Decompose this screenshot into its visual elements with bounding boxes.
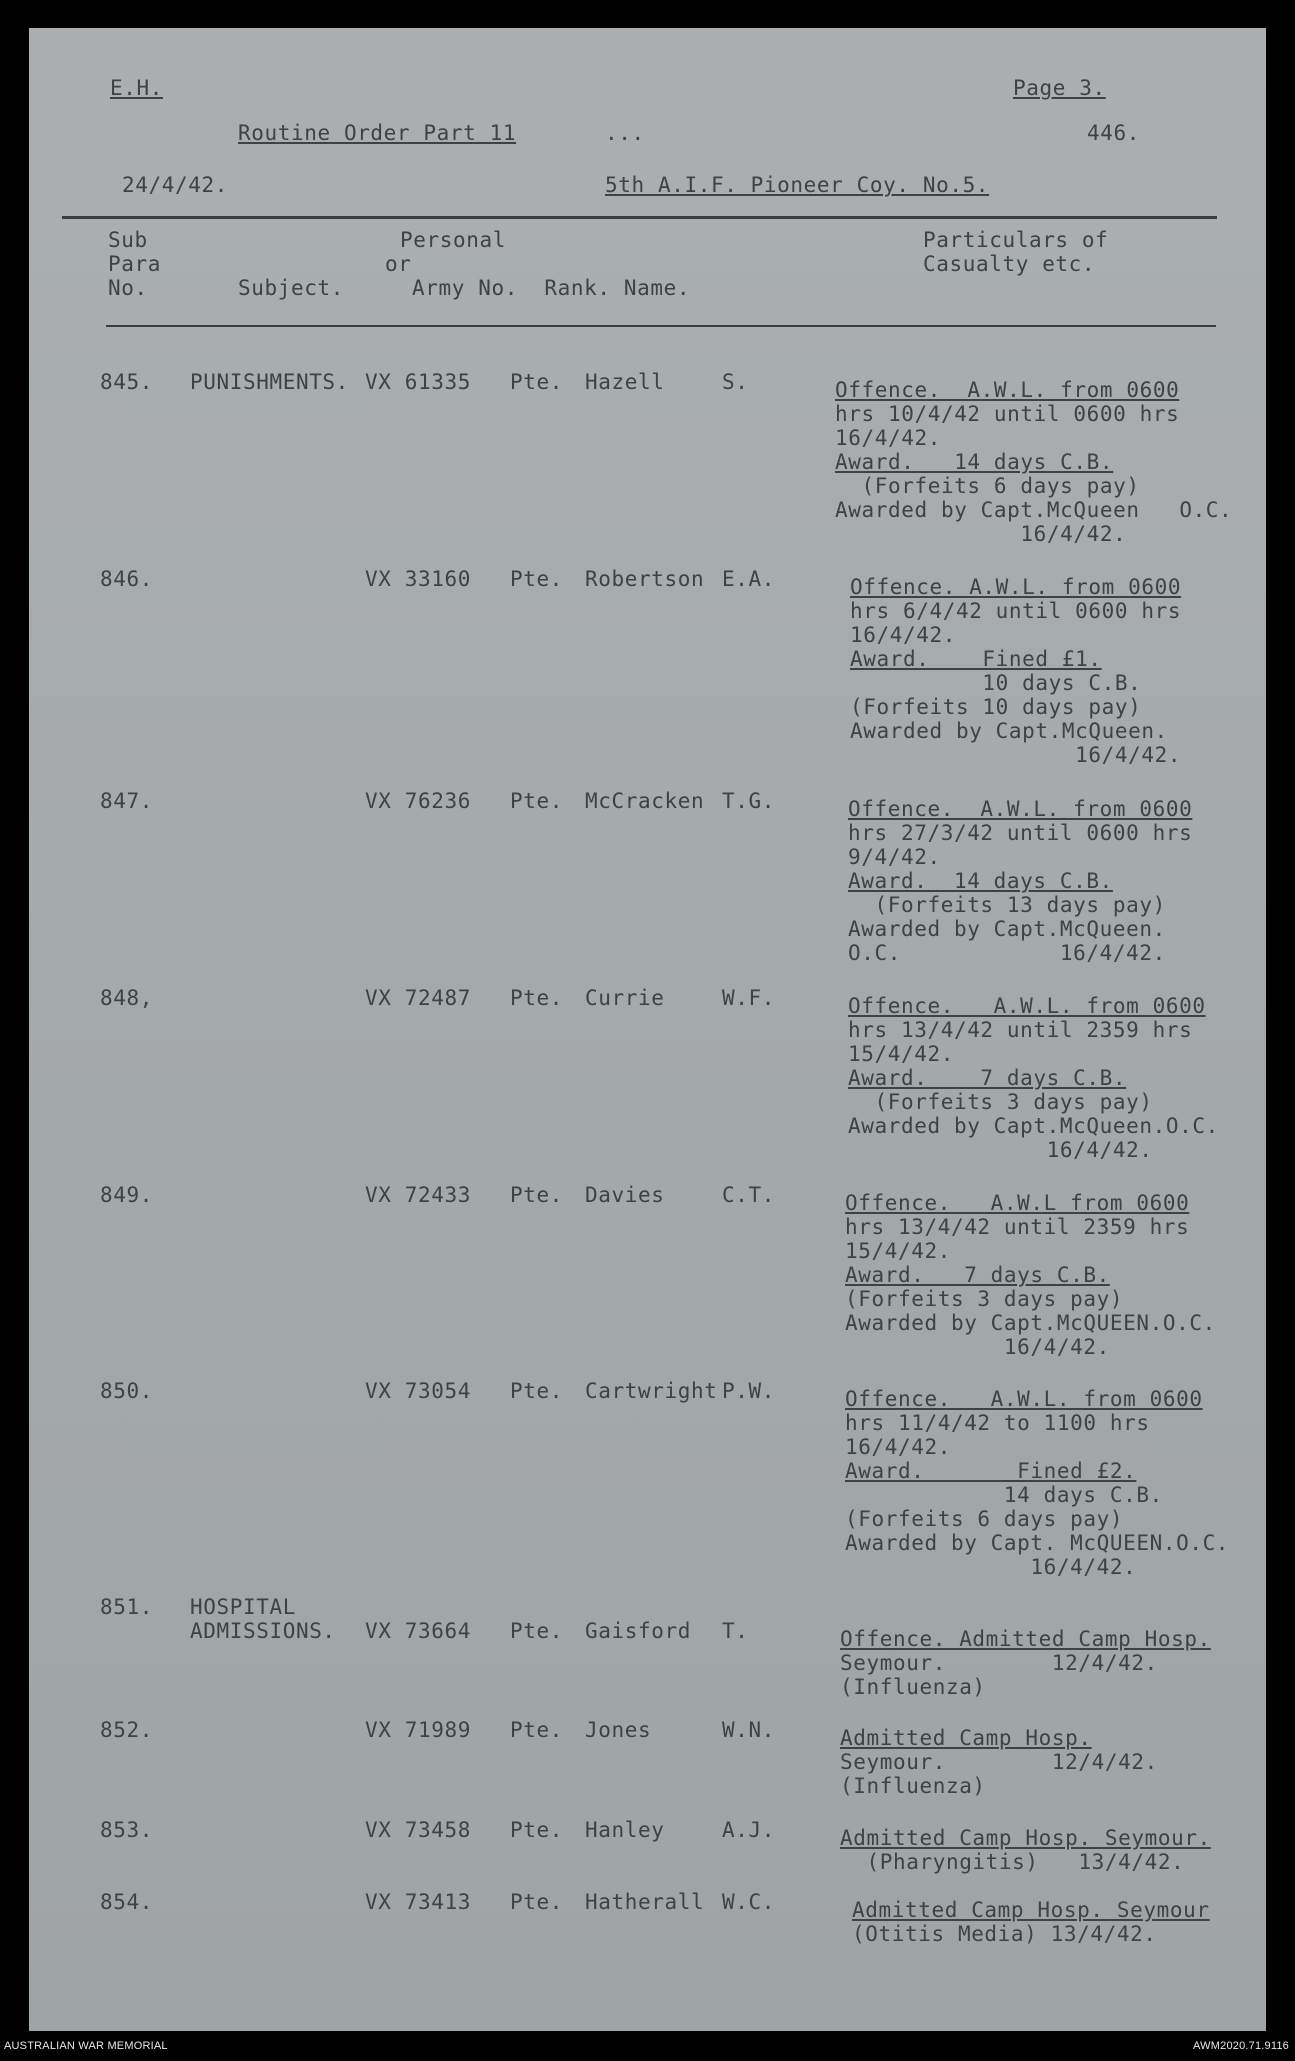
soldier-initials: W.N. <box>722 1718 775 1742</box>
particulars-line: 15/4/42. <box>848 1042 954 1066</box>
particulars-line: (Forfeits 3 days pay) <box>848 1090 1153 1114</box>
page-number: Page 3. <box>1013 76 1106 100</box>
entry-number: 854. <box>100 1890 153 1914</box>
entry-number: 849. <box>100 1183 153 1207</box>
rank: Pte. <box>510 1718 563 1742</box>
particulars-line: (Pharyngitis) 13/4/42. <box>840 1850 1185 1874</box>
particulars-line: hrs 6/4/42 until 0600 hrs <box>850 599 1182 623</box>
soldier-name: Robertson <box>585 567 705 591</box>
soldier-initials: P.W. <box>722 1379 775 1403</box>
particulars-line: 16/4/42. <box>850 743 1182 767</box>
col-sub-2: Para <box>108 252 161 276</box>
particulars-line: (Forfeits 6 days pay) <box>835 474 1140 498</box>
soldier-initials: W.F. <box>722 986 775 1010</box>
army-number: VX 72487 <box>365 986 471 1010</box>
rank: Pte. <box>510 567 563 591</box>
soldier-name: Davies <box>585 1183 665 1207</box>
particulars-line: 16/4/42. <box>850 623 956 647</box>
col-personal-3: Army No. Rank. Name. <box>412 276 691 300</box>
soldier-name: Currie <box>585 986 665 1010</box>
particulars-line: Awarded by Capt.McQUEEN.O.C. <box>845 1311 1216 1335</box>
rank: Pte. <box>510 1183 563 1207</box>
soldier-name: Gaisford <box>585 1619 691 1643</box>
footer-archive: AUSTRALIAN WAR MEMORIAL <box>4 2040 168 2052</box>
particulars-line: hrs 10/4/42 until 0600 hrs <box>835 402 1180 426</box>
army-number: VX 76236 <box>365 789 471 813</box>
col-sub-3: No. <box>108 276 148 300</box>
particulars-line: 16/4/42. <box>845 1555 1137 1579</box>
particulars-line: 14 days C.B. <box>845 1483 1163 1507</box>
particulars-line: (Forfeits 3 days pay) <box>845 1287 1124 1311</box>
particulars-line: Awarded by Capt.McQueen.O.C. <box>848 1114 1219 1138</box>
particulars-line: Award. 7 days C.B. <box>848 1066 1127 1090</box>
particulars-line: Admitted Camp Hosp. Seymour. <box>840 1826 1211 1850</box>
particulars <box>835 378 1255 546</box>
particulars-line: O.C. 16/4/42. <box>848 941 1166 965</box>
army-number: VX 73458 <box>365 1818 471 1842</box>
army-number: VX 61335 <box>365 370 471 394</box>
title-dots: ... <box>605 121 645 145</box>
particulars-line: (Forfeits 6 days pay) <box>845 1507 1124 1531</box>
particulars-line: 16/4/42. <box>845 1435 951 1459</box>
particulars-line: Offence. A.W.L from 0600 <box>845 1191 1190 1215</box>
particulars-line: hrs 13/4/42 until 2359 hrs <box>848 1018 1193 1042</box>
soldier-initials: E.A. <box>722 567 775 591</box>
entry-subject: PUNISHMENTS. <box>190 370 349 394</box>
order-title: Routine Order Part 11 <box>238 121 517 145</box>
entry-subject: HOSPITAL <box>190 1595 296 1619</box>
particulars-line: Awarded by Capt. McQUEEN.O.C. <box>845 1531 1230 1555</box>
army-number: VX 71989 <box>365 1718 471 1742</box>
particulars-line: Awarded by Capt.McQueen. <box>848 917 1166 941</box>
soldier-name: Hazell <box>585 370 665 394</box>
particulars-line: (Influenza) <box>840 1675 986 1699</box>
particulars-line: Offence. A.W.L. from 0600 <box>835 378 1180 402</box>
unit-name: 5th A.I.F. Pioneer Coy. No.5. <box>605 173 990 197</box>
particulars-line: Seymour. 12/4/42. <box>840 1651 1158 1675</box>
particulars-line: (Influenza) <box>840 1774 986 1798</box>
particulars-line: Award. 7 days C.B. <box>845 1263 1110 1287</box>
order-number: 446. <box>1087 121 1140 145</box>
army-number: VX 33160 <box>365 567 471 591</box>
header-rule <box>62 216 1217 219</box>
soldier-name: Cartwright <box>585 1379 718 1403</box>
particulars <box>852 1898 1272 1946</box>
soldier-name: Hatherall <box>585 1890 705 1914</box>
particulars-line: Award. 14 days C.B. <box>848 869 1113 893</box>
particulars <box>845 1387 1265 1579</box>
rank: Pte. <box>510 370 563 394</box>
particulars-line: Seymour. 12/4/42. <box>840 1750 1158 1774</box>
rank: Pte. <box>510 1890 563 1914</box>
rank: Pte. <box>510 1619 563 1643</box>
initials: E.H. <box>110 76 163 100</box>
particulars-line: Award. Fined £2. <box>845 1459 1137 1483</box>
particulars-line: hrs 11/4/42 to 1100 hrs <box>845 1411 1150 1435</box>
rank: Pte. <box>510 986 563 1010</box>
col-subject: Subject. <box>238 276 344 300</box>
col-personal-2: or <box>385 252 412 276</box>
col-particulars-2: Casualty etc. <box>923 252 1096 276</box>
soldier-initials: W.C. <box>722 1890 775 1914</box>
entry-number: 848, <box>100 986 153 1010</box>
particulars <box>848 797 1268 965</box>
particulars-line: 16/4/42. <box>835 426 941 450</box>
army-number: VX 72433 <box>365 1183 471 1207</box>
particulars-line: Offence. Admitted Camp Hosp. <box>840 1627 1211 1651</box>
soldier-initials: S. <box>722 370 749 394</box>
particulars-line: Offence. A.W.L. from 0600 <box>845 1387 1203 1411</box>
particulars-line: (Forfeits 13 days pay) <box>848 893 1166 917</box>
rank: Pte. <box>510 789 563 813</box>
particulars-line: Admitted Camp Hosp. Seymour <box>852 1898 1210 1922</box>
particulars-line: Awarded by Capt.McQueen O.C. <box>835 498 1233 522</box>
particulars-line: Offence. A.W.L. from 0600 <box>850 575 1182 599</box>
soldier-initials: T. <box>722 1619 749 1643</box>
particulars <box>848 994 1268 1162</box>
soldier-name: Jones <box>585 1718 652 1742</box>
particulars-line: Offence. A.W.L. from 0600 <box>848 994 1206 1018</box>
col-personal-1: Personal <box>400 228 506 252</box>
particulars <box>840 1826 1260 1874</box>
rank: Pte. <box>510 1818 563 1842</box>
particulars-line: 15/4/42. <box>845 1239 951 1263</box>
entry-number: 851. <box>100 1595 153 1619</box>
soldier-initials: A.J. <box>722 1818 775 1842</box>
particulars-line: hrs 13/4/42 until 2359 hrs <box>845 1215 1190 1239</box>
army-number: VX 73413 <box>365 1890 471 1914</box>
particulars-line: Admitted Camp Hosp. <box>840 1726 1092 1750</box>
particulars-line: 10 days C.B. <box>850 671 1142 695</box>
footer-reference: AWM2020.71.9116 <box>1193 2040 1289 2052</box>
soldier-name: McCracken <box>585 789 705 813</box>
rank: Pte. <box>510 1379 563 1403</box>
particulars <box>845 1191 1265 1359</box>
particulars <box>840 1627 1260 1699</box>
particulars <box>840 1726 1260 1798</box>
particulars-line: Award. Fined £1. <box>850 647 1102 671</box>
col-sub-1: Sub <box>108 228 148 252</box>
particulars-line: 16/4/42. <box>835 522 1127 546</box>
order-date: 24/4/42. <box>122 173 228 197</box>
column-rule <box>106 325 1216 327</box>
particulars-line: Award. 14 days C.B. <box>835 450 1114 474</box>
particulars-line: (Otitis Media) 13/4/42. <box>852 1922 1157 1946</box>
col-particulars-1: Particulars of <box>923 228 1109 252</box>
army-number: VX 73054 <box>365 1379 471 1403</box>
particulars-line: Offence. A.W.L. from 0600 <box>848 797 1193 821</box>
soldier-name: Hanley <box>585 1818 665 1842</box>
soldier-initials: T.G. <box>722 789 775 813</box>
entry-number: 846. <box>100 567 153 591</box>
entry-number: 853. <box>100 1818 153 1842</box>
entry-number: 845. <box>100 370 153 394</box>
particulars <box>850 575 1270 767</box>
soldier-initials: C.T. <box>722 1183 775 1207</box>
army-number: VX 73664 <box>365 1619 471 1643</box>
particulars-line: Awarded by Capt.McQueen. <box>850 719 1168 743</box>
particulars-line: 16/4/42. <box>848 1138 1153 1162</box>
entry-number: 852. <box>100 1718 153 1742</box>
entry-number: 847. <box>100 789 153 813</box>
entry-subject-line2: ADMISSIONS. <box>190 1619 336 1643</box>
particulars-line: 9/4/42. <box>848 845 941 869</box>
particulars-line: 16/4/42. <box>845 1335 1110 1359</box>
particulars-line: hrs 27/3/42 until 0600 hrs <box>848 821 1193 845</box>
entry-number: 850. <box>100 1379 153 1403</box>
particulars-line: (Forfeits 10 days pay) <box>850 695 1142 719</box>
